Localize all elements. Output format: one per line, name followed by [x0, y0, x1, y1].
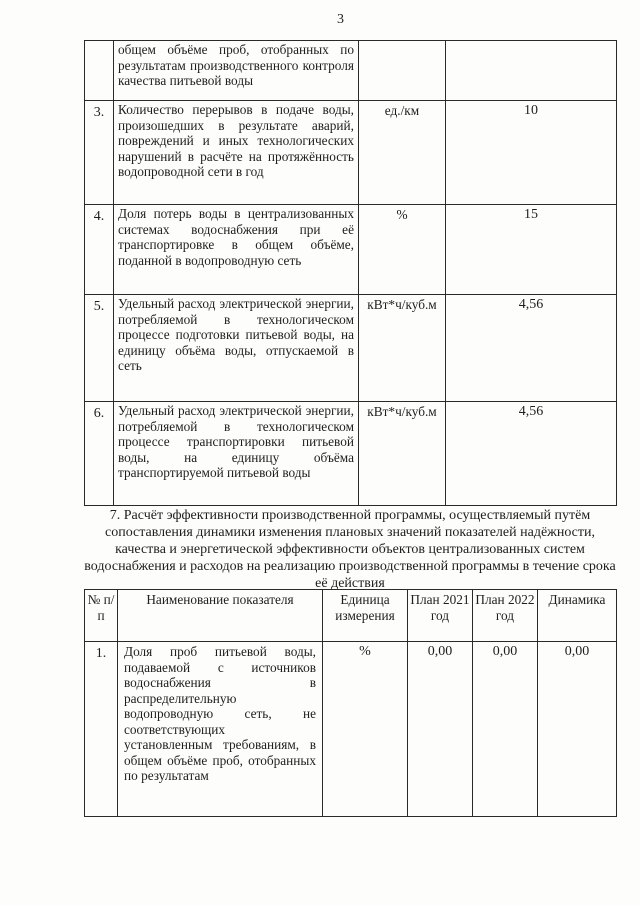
indicator-value: 4,56 — [446, 295, 617, 402]
plan-2021-value: 0,00 — [408, 642, 473, 817]
indicator-name: Количество перерывов в подаче воды, произошедших в результате аварий, повреждений и иных технологических нарушений в расчёте на протяжённость водопроводной сети в год — [114, 101, 359, 205]
indicator-name: общем объёме проб, отобранных по результатам производственного контроля качества питьевой воды — [114, 41, 359, 101]
header-name: Наименование показателя — [118, 590, 323, 642]
table-row — [85, 41, 617, 101]
header-unit: Единица измерения — [323, 590, 408, 642]
header-plan-2022: План 2022 год — [473, 590, 538, 642]
indicator-name: Удельный расход электрической энергии, потребляемой в технологическом процессе транспортировки питьевой воды, на единицу объёма транспортируемой питьевой воды — [114, 402, 359, 506]
indicator-unit: кВт*ч/куб.м — [359, 402, 446, 506]
indicator-name: Доля потерь воды в централизованных системах водоснабжения при её транспортировке в общем объёме, поданной в водопроводную сеть — [114, 205, 359, 295]
indicator-unit: % — [359, 205, 446, 295]
indicator-unit — [359, 41, 446, 101]
table-row — [85, 642, 617, 817]
table-row — [85, 402, 617, 506]
header-num: № п/п — [85, 590, 118, 642]
indicator-unit: % — [323, 642, 408, 817]
efficiency-table — [84, 589, 617, 817]
indicator-name: Удельный расход электрической энергии, потребляемой в технологическом процессе подготовки питьевой воды, на единицу объёма воды, отпускаемой в сеть — [114, 295, 359, 402]
row-number: 1. — [85, 642, 118, 817]
indicator-unit: ед./км — [359, 101, 446, 205]
table-row — [85, 101, 617, 205]
indicator-value: 10 — [446, 101, 617, 205]
row-number: 3. — [85, 101, 114, 205]
header-dynamics: Динамика — [538, 590, 617, 642]
indicator-value — [446, 41, 617, 101]
indicators-table — [84, 40, 617, 506]
indicator-unit: кВт*ч/куб.м — [359, 295, 446, 402]
plan-2022-value: 0,00 — [473, 642, 538, 817]
indicator-name: Доля проб питьевой воды, подаваемой с источников водоснабжения в распределительную водопроводную сеть, не соответствующих установленным требованиям, в общем объёме проб, отобранных по результатам — [118, 642, 323, 817]
row-number — [85, 41, 114, 101]
table-row — [85, 205, 617, 295]
row-number: 4. — [85, 205, 114, 295]
indicator-value: 15 — [446, 205, 617, 295]
section-7-heading: 7. Расчёт эффективности производственной программы, осуществляемый путём сопоставления динамики изменения плановых значений показателей надёжности, качества и энергетической эффективности объектов централизованных систем водоснабжения и расходов на реализацию производственной программы в течение срока её действия — [84, 508, 616, 591]
header-plan-2021: План 2021 год — [408, 590, 473, 642]
table-header-row — [85, 590, 617, 642]
row-number: 6. — [85, 402, 114, 506]
row-number: 5. — [85, 295, 114, 402]
page-number: 3 — [337, 12, 344, 27]
table-row — [85, 295, 617, 402]
indicator-value: 4,56 — [446, 402, 617, 506]
dynamics-value: 0,00 — [538, 642, 617, 817]
